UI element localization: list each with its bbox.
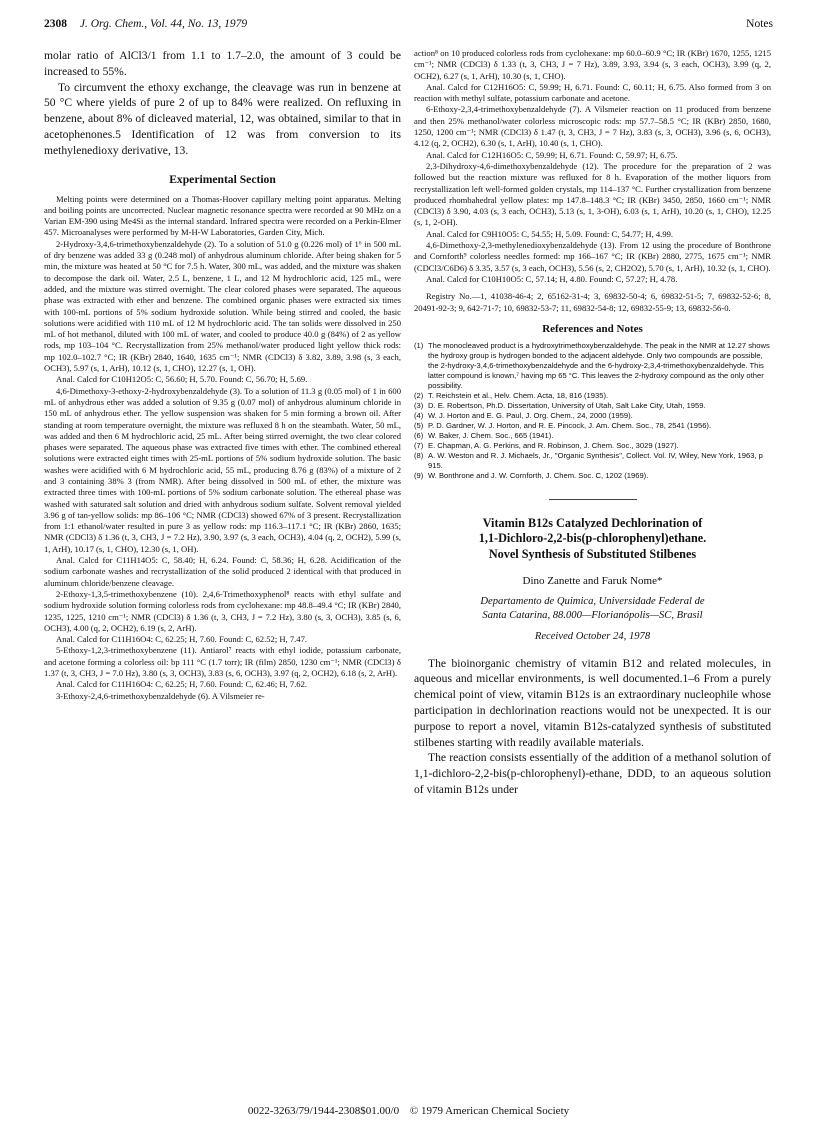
registry-numbers: Registry No.—1, 41038-46-4; 2, 65162-31-4; 3, 69832-50-4; 6, 69832-51-5; 7, 69832-52-6; 8, 20491-92-3; 9, 642-71-7; 10, 69832-53-7; 11, 69832-54-8; 12, 69832-55-9; 13, 69832-56-0. <box>414 291 771 313</box>
section-divider <box>549 499 637 500</box>
right-column <box>414 48 771 1104</box>
reference-item: (6) W. Baker, J. Chem. Soc., 665 (1941). <box>414 430 554 440</box>
journal-citation: J. Org. Chem., Vol. 44, No. 13, 1979 <box>79 18 248 30</box>
reference-item: (8) A. W. Weston and R. J. Michaels, Jr., "Organic Synthesis", Collect. Vol. IV, Wiley, New York, 1963, p 915. <box>414 450 763 470</box>
intro-paragraph: molar ratio of AlCl3/1 from 1.1 to 1.7–2.0, the amount of 3 could be increased to 55%. <box>44 49 401 78</box>
left-column <box>44 48 401 1104</box>
references-list <box>414 341 771 481</box>
experimental-paragraph: 6-Ethoxy-2,3,4-trimethoxybenzaldehyde (7). A Vilsmeier reaction on 11 produced from benzene and then 25% methanol/water colorless microscopic rods: mp 57.7–58.5 °C; IR (KBr) 2850, 1680, 1250, 1200 cm⁻¹; NMR (CDCl3) δ 1.47 (t, 3, CH3, J = 7 Hz), 3.83 (s, 3, OCH3), 3.96 (s, 6, OCH3), 4.12 (q, 2, OCH2), 6.30 (s, 1, ArH), 10.40 (s, 1, CHO). <box>414 104 771 149</box>
reference-item: (9) W. Bonthrone and J. W. Cornforth, J. Chem. Soc. C, 1202 (1969). <box>414 470 649 480</box>
copyright-notice: © 1979 American Chemical Society <box>409 1105 570 1117</box>
experimental-paragraph: 2,3-Dihydroxy-4,6-dimethoxybenzaldehyde (12). The procedure for the preparation of 2 was followed but the reaction mixture was refluxed for 8 h. Evaporation of the mother liquors from recrystallization left well-formed golden crystals, mp 114–137 °C. Further crystallization from benzene produced rhombahedral yellow plates: mp 147.8–148.3 °C; IR (KBr) 3450, 2850, 1660 cm⁻¹; NMR (CDCl3) δ 3.90, 4.03 (s, 3 each, OCH3), 5.13 (s, 1, 3-OH), 6.03 (s, 1, ArH), 10.20 (s, 1, CHO), 12.25 (s, 1, 2-OH). <box>414 160 771 228</box>
experimental-paragraph: 4,6-Dimethoxy-2,3-methylenedioxybenzaldehyde (13). From 12 using the procedure of Bonthrone and Cornforth⁹ colorless needles formed: mp 166–167 °C; IR (KBr) 2880, 2775, 1675 cm⁻¹; NMR (CDCl3/C6D6) δ 3.35, 3.57 (s, 3 each, OCH3), 5.56 (s, 2, CH2O2), 5.70 (s, 1, ArH), 10.32 (s, 1, CHO). <box>414 240 771 273</box>
article-title: Vitamin B12s Catalyzed Dechlorination of 1,1-Dichloro-2,2-bis(p-chlorophenyl)ethane. Novel Synthesis of Substituted Stilbenes <box>478 515 707 562</box>
author-affiliation: Departamento de Quimica, Universidade Federal de Santa Catarina, 88.000—Florianópolis—SC, Brasil <box>480 595 705 621</box>
experimental-paragraph: Anal. Calcd for C11H16O4: C, 62.25; H, 7.60. Found: C, 62.46; H, 7.62. <box>56 679 308 690</box>
experimental-paragraph: Anal. Calcd for C10H10O5: C, 57.14; H, 4.80. Found: C, 57.27; H, 4.78. <box>426 273 678 284</box>
experimental-paragraph: action⁸ on 10 produced colorless rods from cyclohexane: mp 60.0–60.9 °C; IR (KBr) 1670, 1255, 1215 cm⁻¹; NMR (CDCl3) δ 1.33 (t, 3, CH3, J = 7 Hz), 3.89, 3.93, 3.94 (s, 3 each, OCH3), 3.99 (q, 2, OCH2), 6.27 (s, 1, ArH), 10.30 (s, 1, CHO). <box>414 48 771 81</box>
experimental-paragraph: Anal. Calcd for C11H16O4: C, 62.25; H, 7.60. Found: C, 62.52; H, 7.47. <box>56 634 308 645</box>
running-header <box>44 18 773 34</box>
experimental-paragraph: Anal. Calcd for C12H16O5: C, 59.99; H, 6.71. Found: C, 60.11; H, 6.75. Also formed from 3 on reaction with methyl sulfate, potassium carbonate and acetone. <box>414 81 771 104</box>
intro-paragraph: To circumvent the ethoxy exchange, the cleavage was run in benzene at 50 °C where yields of pure 2 of up to 84% were realized. On refluxing in benzene, about 8% of dicleaved material, 12, was obtained, similar to that in acetophenones.5 Identification of 12 was from conversion to its methylenedioxy derivative, 13. <box>44 80 401 157</box>
experimental-paragraph: 4,6-Dimethoxy-3-ethoxy-2-hydroxybenzaldehyde (3). To a solution of 11.3 g (0.05 mol) of 1 in 600 mL of anhydrous ether was added a solution of 9.35 g (0.07 mol) of anhydrous aluminum chloride in 150 mL of anhydrous ether. The yellow suspension was shaken for 5 min forming a brown oil. After standing at room temperature overnight, the mixture was refluxed 8 h on the steambath. Water, 50 mL, was added and then 6 M hydrochloric acid, 25 mL. After being stirred overnight, the two clear colored phases were separated. The aqueous phase was extracted five times with ether. The combined ethereal solutions were extracted eight times with 25-mL portions of 5% sodium hydroxide solution. The basic washes were acidified with 6 M hydrochloric acid, 55 mL, producing 8.76 g (83%) of a mixture of 2 and 3 containing 38% 3 (from NMR). After being dissolved in 500 mL of ether, the mixture was extracted three times with 100-mL portions of 5% sodium carbonate solution. The ethereal phase was washed with saturated salt solution and dried with anhydrous sodium sulfate. Solvent removal yielded 3.96 g of tan-yellow solids: mp 86–106 °C; NMR (CDCl3) showed 67% of 3 present. Recrystallization from 1:1 ethanol/water resulted in pure 3 as yellow rods: mp 116.3–117.1 °C; IR (KBr) 2860, 1635; NMR (CDCl3) δ 1.36 (t, 3, CH3, J = 7.2 Hz), 3.90, 3.97 (s, 3 each, OCH3), 4.04 (q, 2, OCH2), 5.99 (s, 1, ArH), 10.17 (s, 1, CHO), 12.30 (s, 1, OH). <box>44 385 401 554</box>
reference-item: (7) E. Chapman, A. G. Perkins, and R. Robinson, J. Chem. Soc., 3029 (1927). <box>414 440 679 450</box>
received-date: Received October 24, 1978 <box>534 630 651 642</box>
reference-item: (1) The monocleaved product is a hydroxytrimethoxybenzaldehyde. The peak in the NMR at 12.27 shows the hydroxy group is hydrogen bonded to the adjacent aldehyde. Only two compounds are possible, the 2-hydroxy-3,4,6-trimethoxybenzaldehyde and the 6-hydroxy-2,3,4-trimethoxybenzaldehyde. This latter compound is known,⁷ having mp 65 °C. This leaves the 2-hydroxy compound as the only other possibility. <box>414 340 770 390</box>
experimental-paragraph: 5-Ethoxy-1,2,3-trimethoxybenzene (11). Antiarol⁷ reacts with ethyl iodide, potassium carbonate, and acetone forming a colorless oil: bp 111 °C (1.7 torr); IR (film) 2850, 1230 cm⁻¹; NMR (CDCl3) δ 1.37 (t, 3, CH3, J = 7.0 Hz), 3.80 (s, 3, OCH3), 3.83 (s, 6, OCH3), 3.97 (q, 2, OCH2), 6.18 (s, 2, ArH). <box>44 645 401 679</box>
references-heading: References and Notes <box>542 322 643 335</box>
experimental-paragraph: Melting points were determined on a Thomas-Hoover capillary melting point apparatus. Melting and boiling points are uncorrected. Nuclear magnetic resonance spectra were recorded at 90 MHz on a Varian EM-390 using Me4Si as the internal standard. Infrared spectra were recorded on a Perkin-Elmer 457. Microanalyses were performed by M-H-W Laboratories, Garden City, Mich. <box>44 193 401 238</box>
experimental-paragraph: 3-Ethoxy-2,4,6-trimethoxybenzaldehyde (6). A Vilsmeier re- <box>56 690 265 701</box>
reference-item: (5) P. D. Gardner, W. J. Horton, and R. E. Pincock, J. Am. Chem. Soc., 78, 2541 (1956). <box>414 420 712 430</box>
experimental-paragraph: Anal. Calcd for C12H16O5: C, 59.99; H, 6.71. Found: C, 59.97; H, 6.75. <box>426 149 678 160</box>
experimental-paragraph: Anal. Calcd for C11H14O5: C, 58.40; H, 6.24. Found: C, 58.36; H, 6.28. Acidification of the sodium carbonate washes and recrystallization of the solid produced 2 identical with that produced in aluminum chloride/benzene cleavage. <box>44 555 401 588</box>
experimental-heading: Experimental Section <box>169 172 276 186</box>
reference-item: (3) D. E. Robertson, Ph.D. Dissertation, University of Utah, Salt Lake City, Utah, 1959. <box>414 400 706 410</box>
doc-code: 0022-3263/79/1944-2308$01.00/0 <box>247 1105 400 1117</box>
reference-item: (2) T. Reichstein et al., Helv. Chem. Acta, 18, 816 (1935). <box>414 390 609 400</box>
experimental-paragraph: Anal. Calcd for C10H12O5: C, 56.60; H, 5.70. Found: C, 56.70; H, 5.69. <box>56 374 308 385</box>
experimental-paragraph: 2-Hydroxy-3,4,6-trimethoxybenzaldehyde (2). To a solution of 51.0 g (0.226 mol) of 1⁶ in 500 mL of dry benzene was added 33 g (0.248 mol) of anhydrous aluminum chloride. After being shaken for 5 min, the mixture was heated at 50 °C for 7.5 h. Water, 300 mL, was added, and the mixture was shaken to decompose the dark oil. Water, 2.5 L, benzene, 1 L, and 12 M hydrochloric acid, 125 mL, were added, and the mixture was stirred overnight. The clear colored phases were separated. The aqueous phase was extracted with ether and benzene. The combined organic phases were extracted six times with 100-mL portions of 5% sodium hydroxide solution. While being stirred and cooled, the basic solutions were acidified with 110 mL of 12 M hydrochloric acid. The tan solids were dissolved in 250 mL of hot methanol, diluted with 100 mL of water, and cooled to produce 40.0 g (84%) of 2 as yellow rods, mp 103–104 °C. Recrystallization from 25% methanol/water produced light yellow thick rods: mp 102.0–102.7 °C; IR (KBr) 2840, 1640, 1635 cm⁻¹; NMR (CDCl3) δ 3.82, 3.89, 3.98 (s, 3 each, OCH3), 5.97 (s, 1, ArH), 10.12 (s, 1, CHO), 12.27 (s, 1, OH). <box>44 238 401 374</box>
reference-item: (4) W. J. Horton and E. G. Paul, J. Org. Chem., 24, 2000 (1959). <box>414 410 633 420</box>
article-paragraph: The bioinorganic chemistry of vitamin B12 and related molecules, in aqueous and micellar environments, is well documented.1–6 From a purely chemical point of view, vitamin B12s is an extraordinary nucleophile whose participation in dechlorination reactions would not be unexpected. It is our purpose to report a novel, vitamin B12s-catalyzed synthesis of substituted stilbenes starting with readily available materials. <box>414 656 771 749</box>
experimental-paragraph: Anal. Calcd for C9H10O5: C, 54.55; H, 5.09. Found: C, 54.77; H, 4.99. <box>426 228 674 239</box>
experimental-paragraph: 2-Ethoxy-1,3,5-trimethoxybenzene (10). 2,4,6-Trimethoxyphenol⁸ reacts with ethyl sulfate and sodium hydroxide solution forming colorless rods from cyclohexane: mp 48.8–49.4 °C; IR (KBr) 2840, 1235, 1225, 1210 cm⁻¹; NMR (CDCl3) δ 1.36 (t, 3, CH3, J = 7.2 Hz), 3.80 (s, 3, OCH3), 3.85 (s, 6, OCH3), 4.00 (q, 2, OCH2), 6.19 (s, 2, ArH). <box>44 588 401 633</box>
page-footer <box>0 1105 817 1117</box>
section-label: Notes <box>746 18 773 30</box>
article-authors: Dino Zanette and Faruk Nome* <box>522 574 663 587</box>
article-paragraph: The reaction consists essentially of the addition of a methanol solution of 1,1-dichloro-2,2-bis(p-chlorophenyl)-ethane, DDD, to an aqueous solution of vitamin B12s under <box>414 751 771 796</box>
page-number: 2308 <box>44 18 67 30</box>
